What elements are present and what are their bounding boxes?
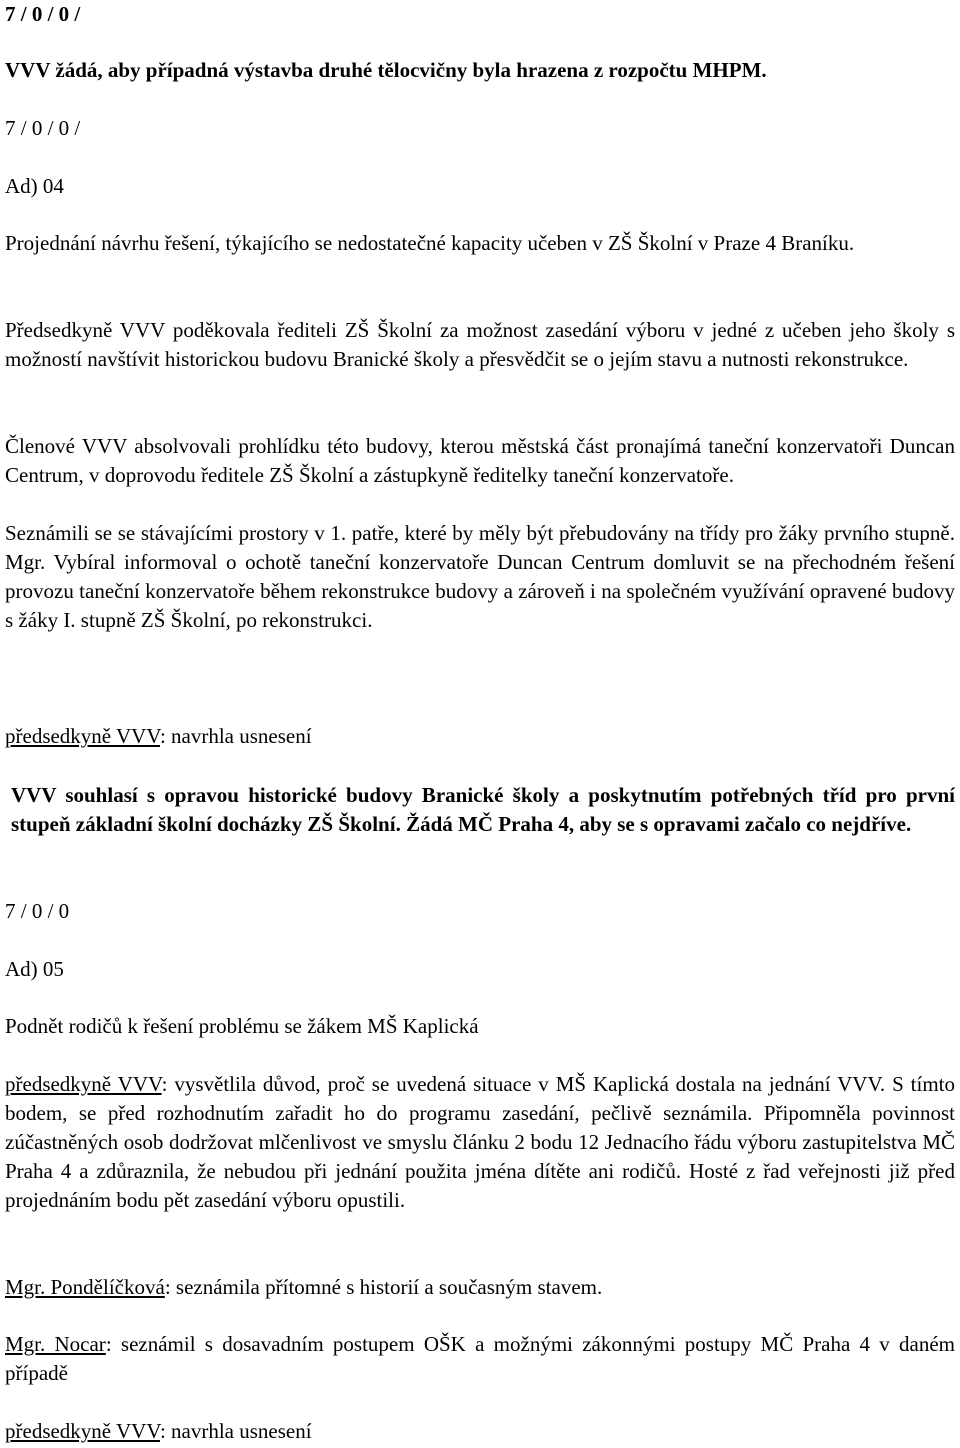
ad04-paragraph-1: Předsedkyně VVV poděkovala řediteli ZŠ Školní za možnost zasedání výboru v jedné z učeben jeho školy s možností navštívit historickou budovu Branické školy a přesvědčit se o jejím stavu a nutnosti rekonstrukce. <box>5 318 955 371</box>
ad04-paragraph-3: Seznámili se se stávajícími prostory v 1. patře, které by měly být přebudovány na třídy pro žáky prvního stupně. Mgr. Vybíral informoval o ochotě taneční konzervatoře Duncan Centrum domluvit se na přechodném řešení provozu taneční konzervatoře během rekonstrukce budovy a zároveň i na společném využívání opravené budovy s žáky I. stupně ZŠ Školní, po rekonstrukci. <box>5 521 955 632</box>
ad05-speaker-2: Mgr. Pondělíčková <box>5 1275 165 1299</box>
ad04-resolution: VVV souhlasí s opravou historické budovy Branické školy a poskytnutím potřebných tříd pro první stupeň základní školní docházky ZŠ Školní. Žádá MČ Praha 4, aby se s opravami začalo co nejdříve. <box>11 783 955 836</box>
vote-result-2: 7 / 0 / 0 / <box>5 116 81 140</box>
ad05-paragraph-2 <box>5 1273 955 1302</box>
ad05-paragraph-3-text: : seznámil s dosavadním postupem OŠK a možnými zákonnými postupy MČ Praha 4 v daném případě <box>5 1332 956 1385</box>
request-text: VVV žádá, aby případná výstavba druhé tělocvičny byla hrazena z rozpočtu MHPM. <box>5 58 767 82</box>
ad05-paragraph-2-text: : seznámila přítomné s historií a současným stavem. <box>164 1275 603 1299</box>
ad05-proposal-speaker: předsedkyně VVV <box>5 1419 160 1443</box>
ad05-proposal <box>5 1417 955 1446</box>
ad04-vote-result: 7 / 0 / 0 <box>5 899 70 923</box>
ad05-title: Podnět rodičů k řešení problému se žákem MŠ Kaplická <box>5 1014 479 1038</box>
ad05-proposal-text: : navrhla usnesení <box>159 1419 312 1443</box>
ad04-heading: Ad) 04 <box>5 174 64 198</box>
proposal-text: : navrhla usnesení <box>159 724 312 748</box>
ad04-proposal <box>5 722 955 751</box>
ad05-speaker-3: Mgr. Nocar <box>5 1332 106 1356</box>
ad04-title: Projednání návrhu řešení, týkajícího se nedostatečné kapacity učeben v ZŠ Školní v Praze 4 Braníku. <box>5 231 855 255</box>
ad05-paragraph-3 <box>5 1330 955 1388</box>
ad05-paragraph-1 <box>5 1070 955 1215</box>
ad04-paragraph-2: Členové VVV absolvovali prohlídku této budovy, kterou městská část pronajímá taneční konzervatoři Duncan Centrum, v doprovodu ředitele ZŠ Školní a zástupkyně ředitelky taneční konzervatoře. <box>5 434 955 487</box>
ad05-heading: Ad) 05 <box>5 957 64 981</box>
proposal-speaker: předsedkyně VVV <box>5 724 160 748</box>
ad05-speaker-1: předsedkyně VVV <box>5 1072 162 1096</box>
ad05-paragraph-1-text: : vysvětlila důvod, proč se uvedená situace v MŠ Kaplická dostala na jednání VVV. S tímto bodem, se před rozhodnutím zařadit ho do programu zasedání, pečlivě seznámila. Připomněla povinnost zúčastněných osob dodržovat mlčenlivost ve smyslu článku 2 bodu 12 Jednacího řádu výboru zastupitelstva MČ Praha 4 a zdůraznila, že nebudou při jednání použita jména dítěte ani rodičů. Hosté z řad veřejnosti již před projednáním bodu pět zasedání výboru opustili. <box>5 1072 956 1212</box>
vote-result-1: 7 / 0 / 0 / <box>5 2 81 26</box>
